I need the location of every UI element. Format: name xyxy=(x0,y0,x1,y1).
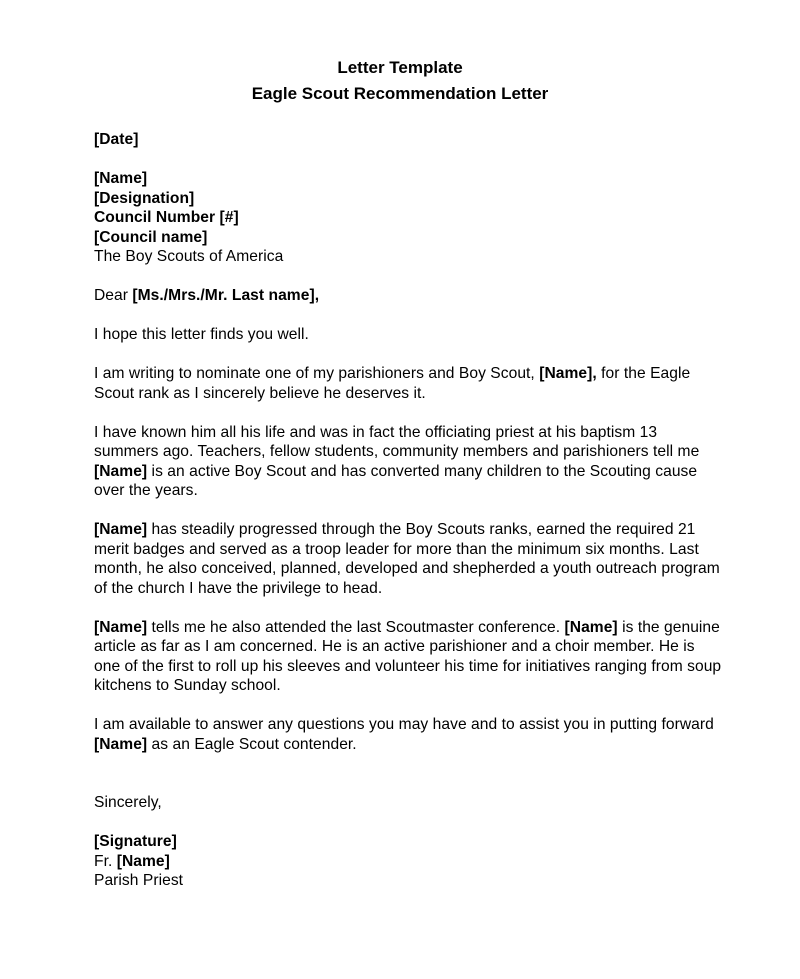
signer-name xyxy=(94,852,724,872)
spacer xyxy=(94,501,724,521)
paragraph-text: for the Eagle Scout rank as I sincerely believe he deserves it. xyxy=(94,365,691,402)
paragraph-text: is the genuine article as far as I am concerned. He is an active parishioner and a choir member. He is one of the first to roll up his sleeves and volunteer his time for initiatives ranging from soup kitchens to Sunday school. xyxy=(94,618,722,694)
spacer xyxy=(94,598,724,618)
name-placeholder: [Name] xyxy=(94,521,148,538)
date-placeholder: [Date] xyxy=(94,131,139,148)
paragraph-text: as an Eagle Scout contender. xyxy=(147,735,357,753)
paragraph-text: I have known him all his life and was in fact the officiating priest at his baptism 13 summers ago. Teachers, fellow students, community members and parishioners tell me xyxy=(94,423,700,460)
letter-body xyxy=(94,130,724,891)
paragraph-nomination xyxy=(94,364,724,403)
spacer xyxy=(94,696,724,716)
spacer xyxy=(94,150,724,170)
paragraph-greeting: I hope this letter finds you well. xyxy=(94,326,309,343)
council-name: [Council name] xyxy=(94,228,208,246)
organization-name: The Boy Scouts of America xyxy=(94,248,284,265)
sign-off: Sincerely, xyxy=(94,794,162,811)
paragraph-text: is an active Boy Scout and has converted many children to the Scouting cause over the years. xyxy=(94,462,698,499)
salutation-prefix: Dear xyxy=(94,287,133,304)
salutation xyxy=(94,286,724,306)
name-placeholder: [Name] xyxy=(116,852,170,870)
paragraph-text: tells me he also attended the last Scoutmaster conference. xyxy=(147,618,565,636)
name-placeholder: [Name] xyxy=(94,735,148,753)
paragraph-character xyxy=(94,618,724,696)
recipient-designation: [Designation] xyxy=(94,189,195,207)
spacer xyxy=(94,267,724,287)
spacer xyxy=(94,306,724,326)
signer-prefix: Fr. xyxy=(94,852,117,870)
paragraph-text: I am available to answer any questions you may have and to assist you in putting forward xyxy=(94,716,714,733)
name-placeholder: [Name], xyxy=(539,365,597,382)
council-number: Council Number [#] xyxy=(94,209,239,226)
document-subtitle: Eagle Scout Recommendation Letter xyxy=(251,84,549,103)
salutation-addressee: [Ms./Mrs./Mr. Last name], xyxy=(132,287,320,304)
paragraph-availability xyxy=(94,715,724,754)
paragraph-history xyxy=(94,423,724,501)
name-placeholder: [Name] xyxy=(94,618,148,636)
spacer xyxy=(94,403,724,423)
paragraph-text: I am writing to nominate one of my parishioners and Boy Scout, xyxy=(94,365,540,382)
name-placeholder: [Name] xyxy=(564,618,618,636)
name-placeholder: [Name] xyxy=(94,462,148,480)
spacer xyxy=(94,754,724,793)
signer-role: Parish Priest xyxy=(94,872,184,889)
spacer xyxy=(94,813,724,833)
document-title: Letter Template xyxy=(337,58,463,77)
signature-placeholder: [Signature] xyxy=(94,833,177,850)
paragraph-progress xyxy=(94,520,724,598)
spacer xyxy=(94,345,724,365)
paragraph-text: has steadily progressed through the Boy Scouts ranks, earned the required 21 merit badges and served as a troop leader for more than the minimum six months. Last month, he also conceived, planned, developed and shepherded a youth outreach program of the church I have the privilege to head. xyxy=(94,521,720,597)
recipient-name: [Name] xyxy=(94,170,148,187)
